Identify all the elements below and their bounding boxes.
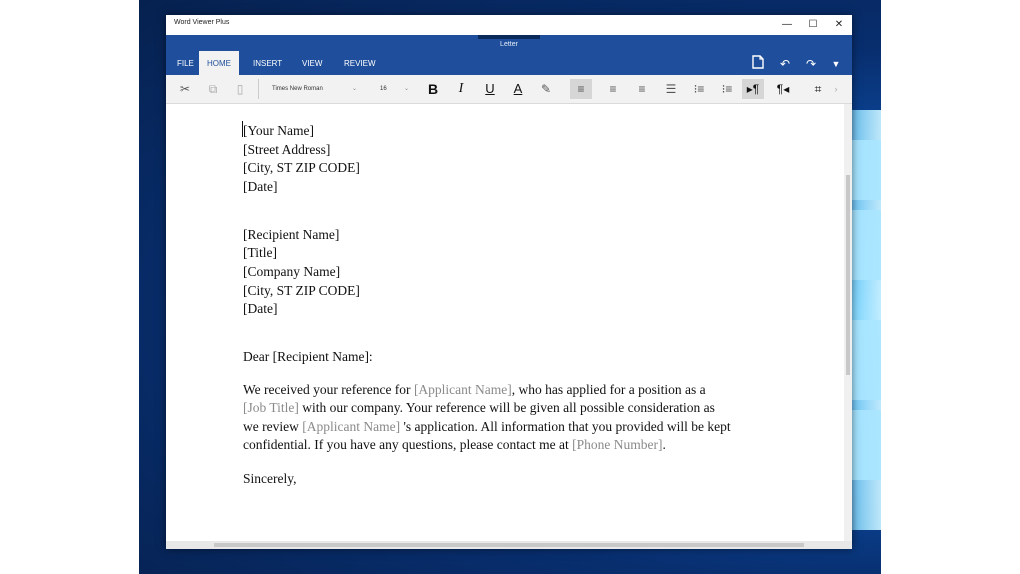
document-title: Letter bbox=[500, 41, 518, 48]
new-document-icon[interactable] bbox=[749, 55, 767, 73]
align-left-icon[interactable]: ≡ bbox=[570, 79, 592, 99]
align-center-icon[interactable]: ≡ bbox=[609, 82, 617, 96]
italic-button[interactable]: I bbox=[458, 81, 464, 96]
recipient-city: [City, ST ZIP CODE] bbox=[243, 283, 360, 298]
minimize-button[interactable]: — bbox=[782, 19, 792, 30]
placeholder-phone-number: [Phone Number] bbox=[572, 437, 663, 452]
body-line bbox=[243, 399, 715, 417]
placeholder-applicant-name: [Applicant Name] bbox=[302, 419, 401, 434]
paste-icon[interactable]: ▯ bbox=[236, 82, 244, 96]
placeholder-job-title: [Job Title] bbox=[243, 400, 299, 415]
app-window bbox=[166, 15, 852, 549]
align-right-icon[interactable]: ≡ bbox=[638, 82, 646, 96]
placeholder-applicant-name: [Applicant Name] bbox=[413, 382, 512, 397]
body-text: . bbox=[662, 437, 666, 452]
maximize-button[interactable]: ☐ bbox=[808, 19, 818, 30]
bold-button[interactable]: B bbox=[427, 81, 439, 97]
body-text: with our company. Your reference will be given all possible consideration as bbox=[298, 400, 715, 415]
font-name-value: Times New Roman bbox=[272, 86, 323, 92]
close-button[interactable]: ✕ bbox=[834, 19, 844, 30]
vertical-scroll-thumb[interactable] bbox=[846, 175, 850, 375]
body-text: We received your reference for bbox=[243, 382, 414, 397]
wallpaper-pane bbox=[851, 410, 881, 480]
numbering-icon[interactable]: ⁝≡ bbox=[721, 82, 733, 96]
recipient-date: [Date] bbox=[243, 301, 278, 316]
copy-icon[interactable]: ⧉ bbox=[208, 82, 218, 96]
bullets-icon[interactable]: ⁝≡ bbox=[693, 82, 705, 96]
recipient-name: [Recipient Name] bbox=[243, 227, 340, 242]
justify-icon[interactable]: ☰ bbox=[665, 82, 677, 96]
sender-city: [City, ST ZIP CODE] bbox=[243, 160, 360, 175]
tab-review[interactable]: REVIEW bbox=[344, 59, 376, 68]
sender-street: [Street Address] bbox=[243, 142, 331, 157]
undo-icon[interactable]: ↶ bbox=[779, 57, 791, 71]
rtl-icon[interactable]: ¶◂ bbox=[776, 82, 790, 96]
find-icon[interactable]: ⌗ bbox=[814, 82, 822, 96]
underline-button[interactable]: U bbox=[485, 81, 495, 96]
tab-home[interactable]: HOME bbox=[199, 51, 239, 75]
wallpaper-pane bbox=[851, 140, 881, 200]
closing: Sincerely, bbox=[243, 471, 297, 486]
horizontal-scroll-thumb[interactable] bbox=[214, 543, 804, 547]
wallpaper-pane bbox=[851, 320, 881, 400]
toolbar-scroll-right-icon[interactable]: › bbox=[834, 84, 838, 94]
tab-file[interactable]: FILE bbox=[177, 59, 194, 68]
body-text: 's application. All information that you provided will be kept bbox=[400, 419, 731, 434]
cut-icon[interactable]: ✂ bbox=[179, 82, 191, 96]
ltr-icon[interactable]: ▸¶ bbox=[742, 79, 764, 99]
app-title: Word Viewer Plus bbox=[174, 19, 230, 26]
body-text: , who has applied for a position as a bbox=[511, 382, 706, 397]
highlight-icon[interactable]: ✎ bbox=[540, 82, 552, 96]
body-text: we review bbox=[243, 419, 303, 434]
wallpaper-pane bbox=[851, 210, 881, 280]
font-size-value: 16 bbox=[380, 86, 387, 92]
body-line bbox=[243, 418, 731, 436]
redo-icon[interactable]: ↷ bbox=[805, 57, 817, 71]
body-line bbox=[243, 436, 666, 454]
more-dropdown-icon[interactable]: ▼ bbox=[831, 59, 841, 69]
sender-date: [Date] bbox=[243, 179, 278, 194]
recipient-company: [Company Name] bbox=[243, 264, 341, 279]
font-name-select[interactable] bbox=[266, 79, 360, 99]
body-text: confidential. If you have any questions, please contact me at bbox=[243, 437, 573, 452]
tab-view[interactable]: VIEW bbox=[302, 59, 323, 68]
font-color-button[interactable]: A bbox=[513, 81, 523, 96]
chevron-down-icon: ⌄ bbox=[403, 86, 409, 92]
salutation: Dear [Recipient Name]: bbox=[243, 349, 373, 364]
recipient-title: [Title] bbox=[243, 245, 278, 260]
body-line bbox=[243, 381, 706, 399]
toolbar-separator bbox=[258, 79, 259, 99]
font-size-select[interactable] bbox=[374, 79, 412, 99]
title-bar bbox=[166, 15, 852, 35]
tab-insert[interactable]: INSERT bbox=[253, 59, 283, 68]
sender-name: [Your Name] bbox=[243, 123, 314, 138]
chevron-down-icon: ⌄ bbox=[351, 86, 357, 92]
